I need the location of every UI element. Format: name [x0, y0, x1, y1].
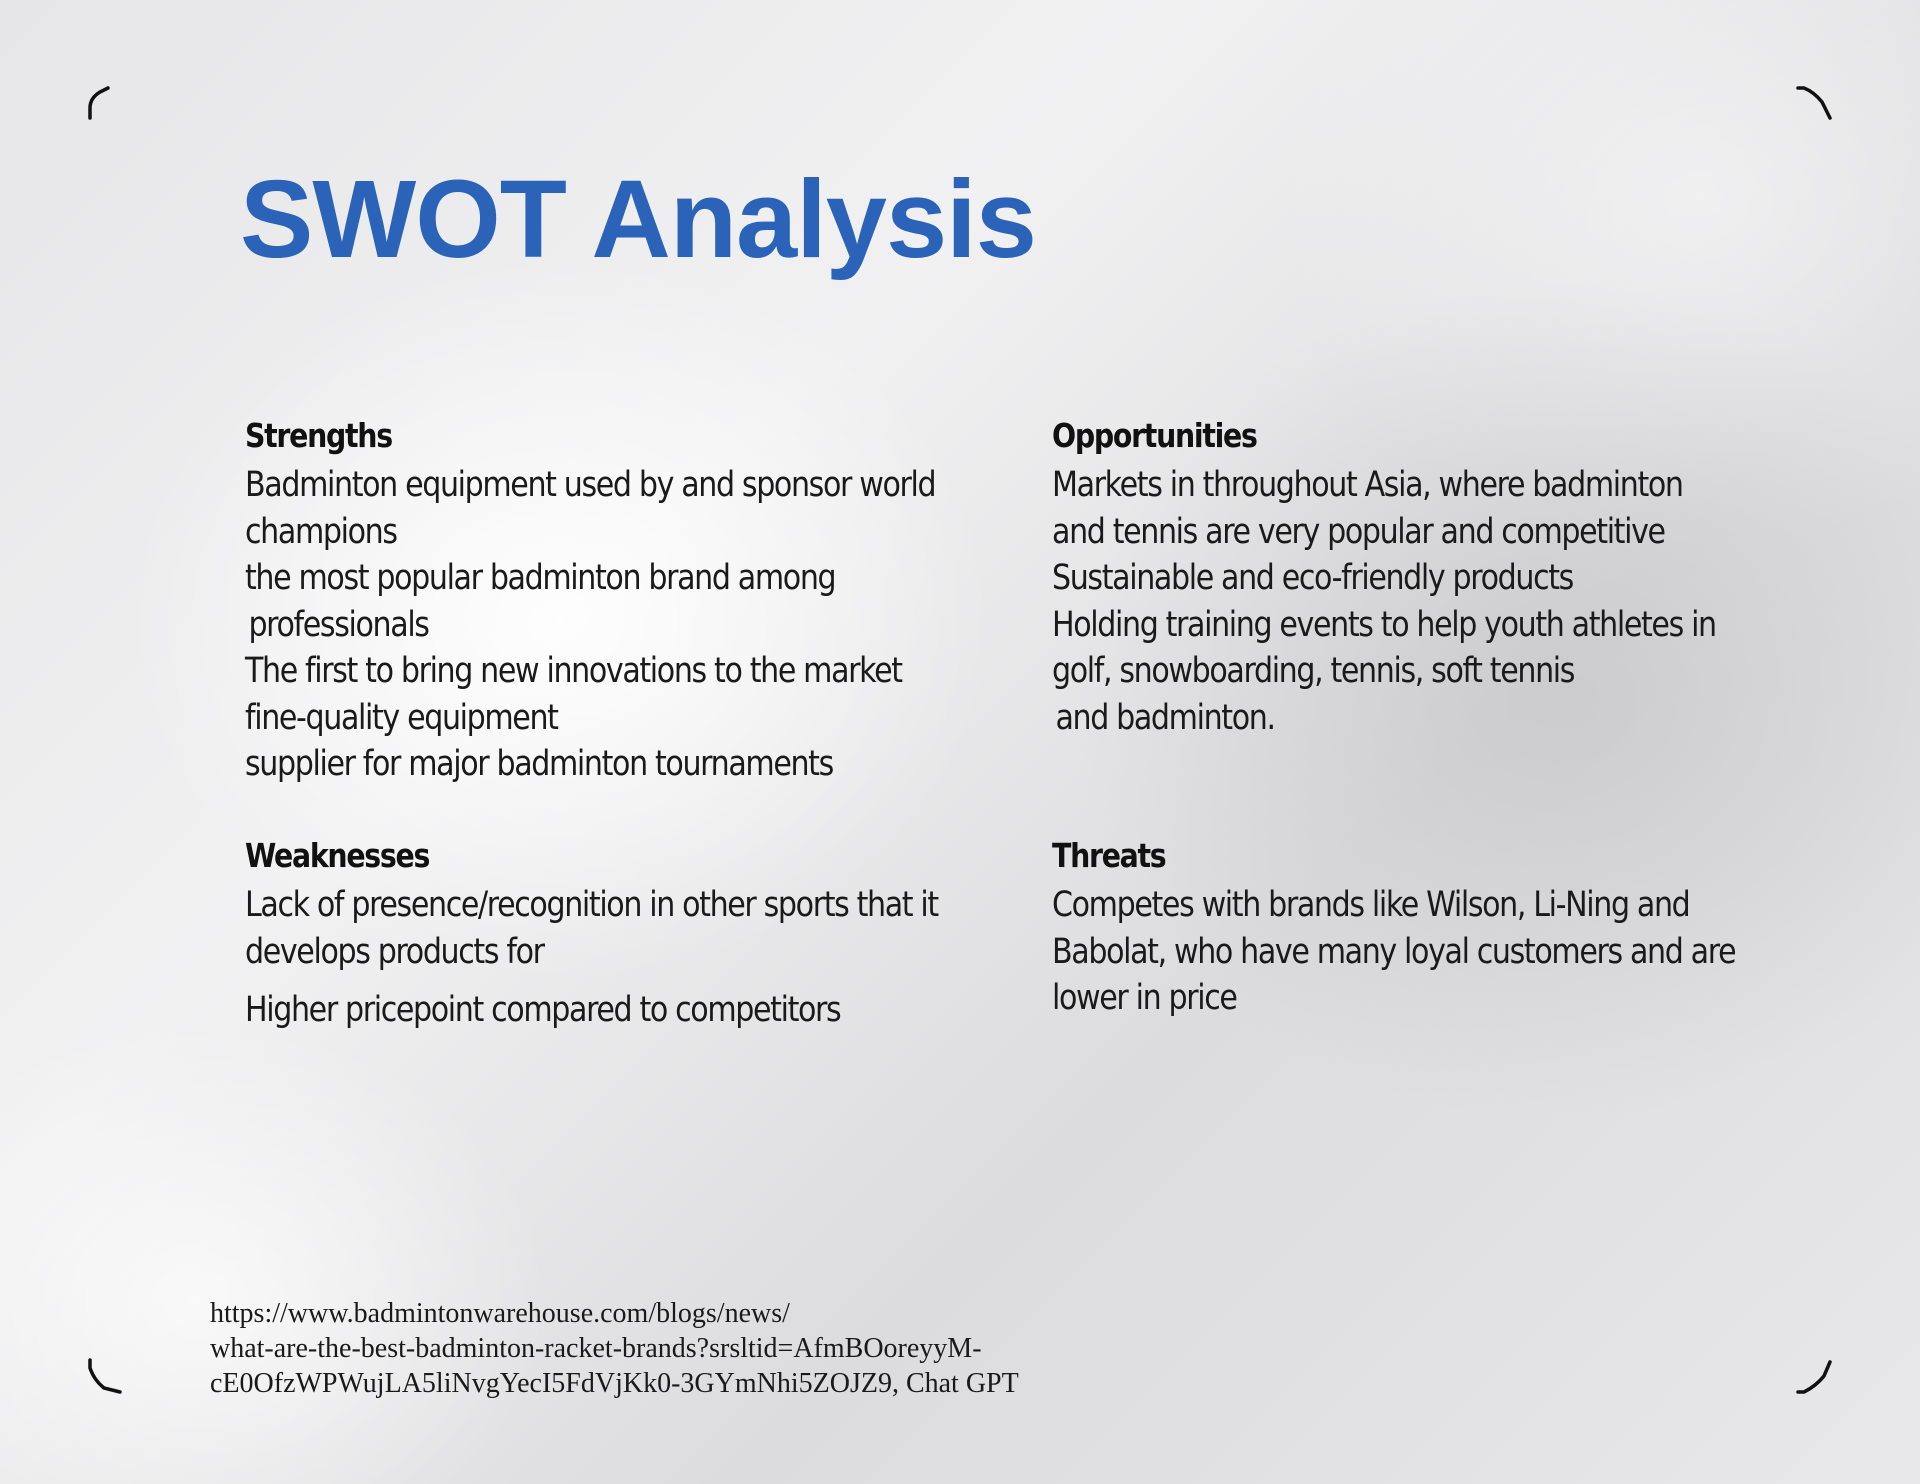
corner-mark-top-right [1794, 84, 1834, 124]
source-line: what-are-the-best-badminton-racket-brands?srsltid=AfmBOoreyyM- [210, 1333, 982, 1364]
strength-line: supplier for major badminton tournaments [245, 744, 833, 784]
threat-line: lower in price [1052, 978, 1237, 1018]
opportunity-line: Sustainable and eco-friendly products [1052, 558, 1573, 598]
strength-line: fine-quality equipment [245, 697, 558, 738]
threats-heading: Threats [1052, 836, 1166, 875]
corner-mark-top-left [86, 84, 126, 124]
opportunity-line: Markets in throughout Asia, where badminton [1052, 465, 1683, 505]
strength-line: the most popular badminton brand among [245, 558, 836, 598]
weakness-line: develops products for [245, 931, 544, 972]
opportunity-line: and badminton. [1055, 697, 1275, 738]
strengths-heading: Strengths [245, 416, 392, 455]
weaknesses-section [245, 830, 965, 1034]
strength-line: professionals [248, 604, 429, 645]
opportunities-section [1052, 410, 1772, 741]
opportunity-line: golf, snowboarding, tennis, soft tennis [1052, 651, 1575, 691]
corner-mark-bottom-left [86, 1356, 126, 1396]
strength-line: Badminton equipment used by and sponsor world [245, 465, 936, 505]
threat-line: Babolat, who have many loyal customers and are [1052, 931, 1736, 972]
source-line: https://www.badmintonwarehouse.com/blogs/news/ [210, 1298, 790, 1329]
strength-line: champions [245, 511, 397, 552]
weakness-line: Higher pricepoint compared to competitors [245, 990, 841, 1030]
strengths-section [245, 410, 965, 788]
source-line: cE0OfzWPWujLA5liNvgYecI5FdVjKk0-3GYmNhi5ZOJZ9, Chat GPT [210, 1368, 1019, 1399]
corner-mark-bottom-right [1794, 1356, 1834, 1396]
page-title: SWOT Analysis [240, 158, 1036, 281]
opportunity-line: Holding training events to help youth athletes in [1052, 604, 1716, 645]
strength-line: The first to bring new innovations to the market [245, 651, 902, 691]
source-citation [210, 1296, 1130, 1401]
weaknesses-heading: Weaknesses [245, 836, 430, 875]
opportunities-heading: Opportunities [1052, 416, 1257, 455]
weakness-line: Lack of presence/recognition in other sports that it [245, 885, 938, 925]
threats-section [1052, 830, 1772, 1022]
threat-line: Competes with brands like Wilson, Li-Ning and [1052, 885, 1690, 925]
opportunity-line: and tennis are very popular and competitive [1052, 511, 1665, 552]
